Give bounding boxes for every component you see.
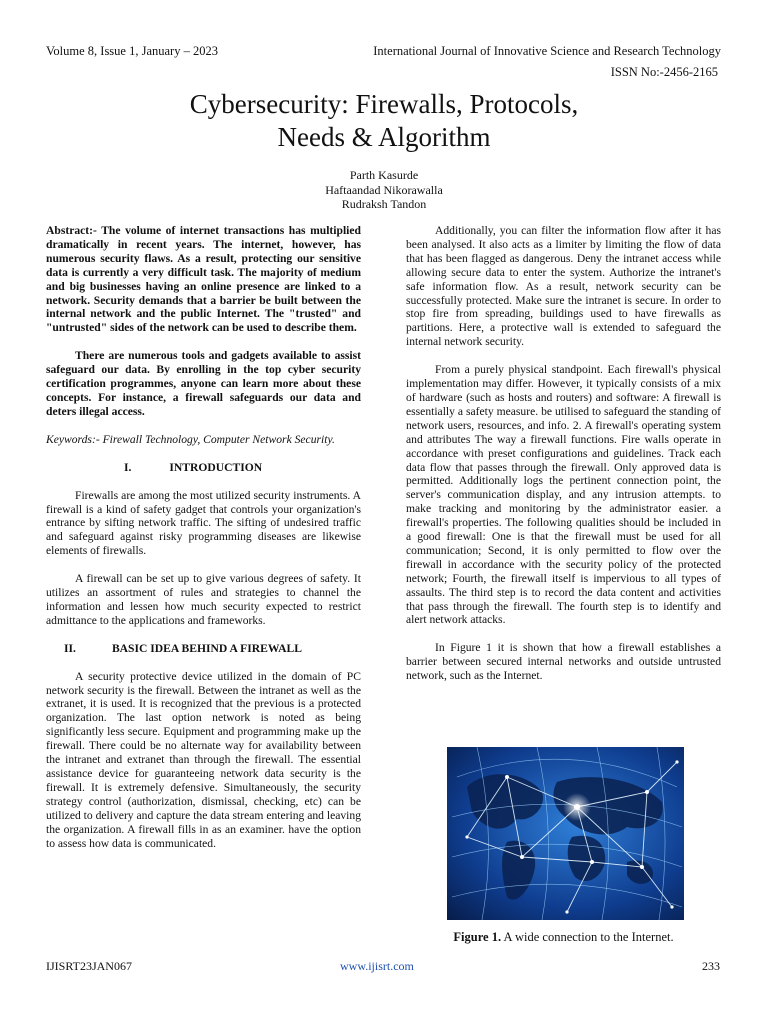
body-paragraph: A firewall can be set up to give various degrees of safety. It utilizes an assortment of rules and strategies to channel the information and lessen how much security expected to restrict admittance to the applications and frameworks. — [46, 572, 361, 627]
paper-title — [0, 88, 768, 154]
author-name: Haftaandad Nikorawalla — [325, 182, 443, 197]
abstract-paragraph: There are numerous tools and gadgets available to assist safeguard our data. By enrolling in the top cyber security certification programmes, anyone can learn more about these concepts. For instance, a firewall safeguards our data and deters illegal access. — [46, 349, 361, 418]
header-issn: ISSN No:-2456-2165 — [610, 65, 718, 79]
section-number: I. — [124, 460, 132, 474]
figure-caption-text: A wide connection to the Internet. — [501, 930, 674, 944]
keywords-label: Keywords — [46, 432, 92, 446]
keywords — [46, 433, 361, 447]
footer-paper-id: IJISRT23JAN067 — [46, 959, 132, 973]
author-list — [0, 168, 768, 212]
figure-network-globe — [447, 747, 684, 920]
body-paragraph: In Figure 1 it is shown that how a firewall establishes a barrier between secured internal networks and outside untrusted network, such as the Internet. — [406, 641, 721, 683]
right-column — [406, 224, 721, 683]
abstract-paragraph: Abstract:- The volume of internet transactions has multiplied dramatically in recent years. The internet, however, has numerous security flaws. As a result, protecting our sensitive data is currently a very difficult task. The majority of medium and big businesses having an online presence are linked to a network. Security demands that a barrier be built between the internal network and the public Internet. The "trusted" and "untrusted" sides of the network can be used to describe them. — [46, 224, 361, 335]
author-name: Rudraksh Tandon — [341, 197, 427, 211]
globe-network-illustration — [447, 747, 684, 920]
body-paragraph: A security protective device utilized in the domain of PC network security is the firewall. Between the intranet as well as the extranet, it is used. It is recognized that the previous is a protected organization. The last option network is noted as being significantly less secure. Equipment and programming make up the firewall. There could be no alternate way for availability between the intranet and extranet than through the firewall. The essential assistance device for guaranteeing network data security is the firewall. It is extremely defensive. Simultaneously, the security strategy control (authorization, dismissal, checking, etc) can be utilized to delivery and capture the data stream entering and leaving the organization. A firewall fills in as an examiner. have the option to assess how data is communicated. — [46, 669, 361, 850]
header-journal: International Journal of Innovative Science and Research Technology — [373, 44, 721, 58]
figure-caption — [0, 930, 768, 945]
footer-url-link[interactable]: www.ijisrt.com — [340, 959, 414, 973]
body-paragraph: Firewalls are among the most utilized security instruments. A firewall is a kind of safety gadget that controls your organization's entrance by sifting network traffic. The sifting of undesired traffic and safeguard against risky programming diseases are likewise elements of firewalls. — [46, 488, 361, 558]
left-column — [46, 224, 361, 850]
body-paragraph: Additionally, you can filter the information flow after it has been analysed. It also acts as a limiter by limiting the flow of data that has been flagged as dangerous. Deny the intranet access while allowing secure data to enter the system. Authorize the intranet's safe information flow. As a result, network security can be successfully protected. Make sure the intranet is secure. In order to stop fire from spreading, buildings used to have firewalls as partitions. Here, a protective wall is extended to safeguard the internal network security. — [406, 224, 721, 349]
figure-label: Figure 1. — [453, 930, 502, 944]
section-heading — [46, 461, 361, 475]
keywords-text: :- Firewall Technology, Computer Network Security. — [91, 432, 335, 446]
title-line-2: Needs & Algorithm — [277, 122, 491, 152]
section-title: BASIC IDEA BEHIND A FIREWALL — [111, 641, 302, 655]
body-paragraph: From a purely physical standpoint. Each firewall's physical implementation may differ. However, it typically consists of a mix of hardware (such as hosts and routers) and software: A firewall is essentially a safety measure. be utilised to safeguard the standing of network users, resources, and info. 2. A firewall's operating system and attributes The way a firewall functions. Fire walls operate in accordance with preset configurations and guidelines. Track each data flow that passes through the firewall. Only approved data is permitted. Additionally logs the pertinent connection point, the server's communication display, and any intrusion attempts. to make tracking and monitoring by the administrator easier. a firewall's properties. The following qualities should be included in a good firewall: One is that the firewall must be used for all communication; Second, it is only permitted to flow over the firewall in accordance with the security policy of the protected network; Fourth, the firewall itself is impervious to all types of assaults. The third step is to record the data content and activities that pass through the firewall. The fourth step is to identify and alert network attacks. — [406, 363, 721, 627]
title-line-1: Cybersecurity: Firewalls, Protocols, — [189, 89, 579, 119]
footer-page-number: 233 — [702, 959, 720, 973]
section-title: INTRODUCTION — [169, 460, 263, 474]
author-name: Parth Kasurde — [349, 168, 419, 182]
section-number: II. — [64, 641, 76, 655]
header-volume: Volume 8, Issue 1, January – 2023 — [46, 44, 218, 58]
section-heading — [46, 642, 361, 656]
